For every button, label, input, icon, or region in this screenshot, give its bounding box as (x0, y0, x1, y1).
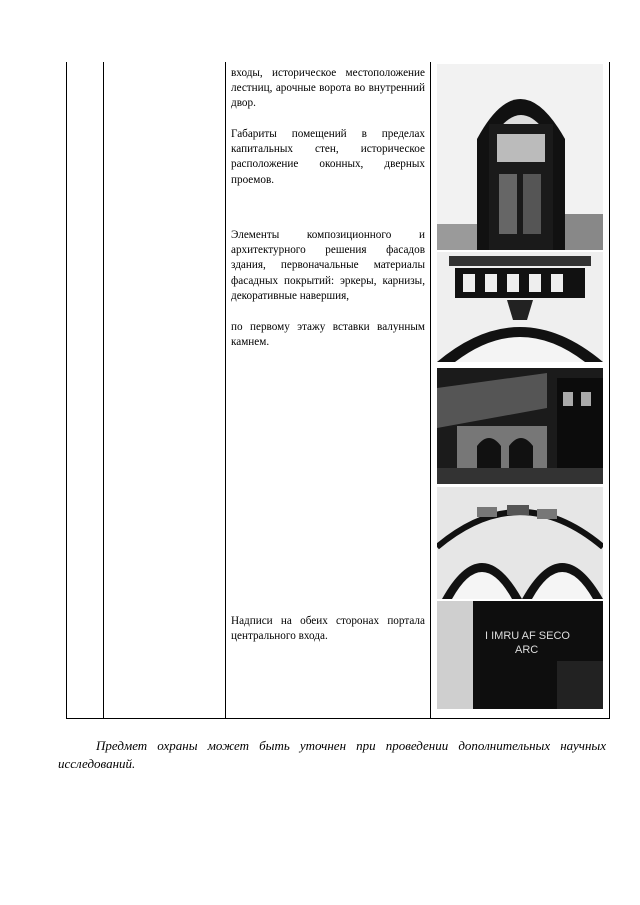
room-dimensions-text: Габариты помещений в пределах капитальных стен, историческое расположение оконных, дверных проемов. (231, 128, 425, 186)
inscription-line-1: I IMRU AF SECO (485, 630, 570, 642)
facade-elements-text: Элементы композиционного и архитектурного решения фасадов здания, первоначальные материалы фасадных покрытий: эркеры, карнизы, декоративные навершия, (231, 229, 425, 302)
facade-ornament-photo (437, 252, 603, 362)
table-column-divider-2 (225, 62, 226, 718)
arched-gate-photo (437, 64, 603, 250)
stone-arches-photo (437, 487, 603, 599)
portal-inscription-photo (437, 601, 603, 709)
building-facade-photo (437, 368, 603, 484)
protection-note: Предмет охраны может быть уточнен при проведении дополнительных научных исследований. (58, 738, 606, 771)
portal-inscriptions-text: Надписи на обеих сторонах портала центрального входа. (231, 615, 425, 643)
inscription-line-2: ARC (515, 644, 539, 656)
table-column-divider-1 (103, 62, 104, 718)
first-floor-text: по первому этажу вставки валунным камнем. (231, 321, 425, 349)
table-column-divider-3 (430, 62, 431, 718)
entrances-text: входы, историческое местоположение лестниц, арочные ворота во внутренний двор. (231, 67, 425, 110)
